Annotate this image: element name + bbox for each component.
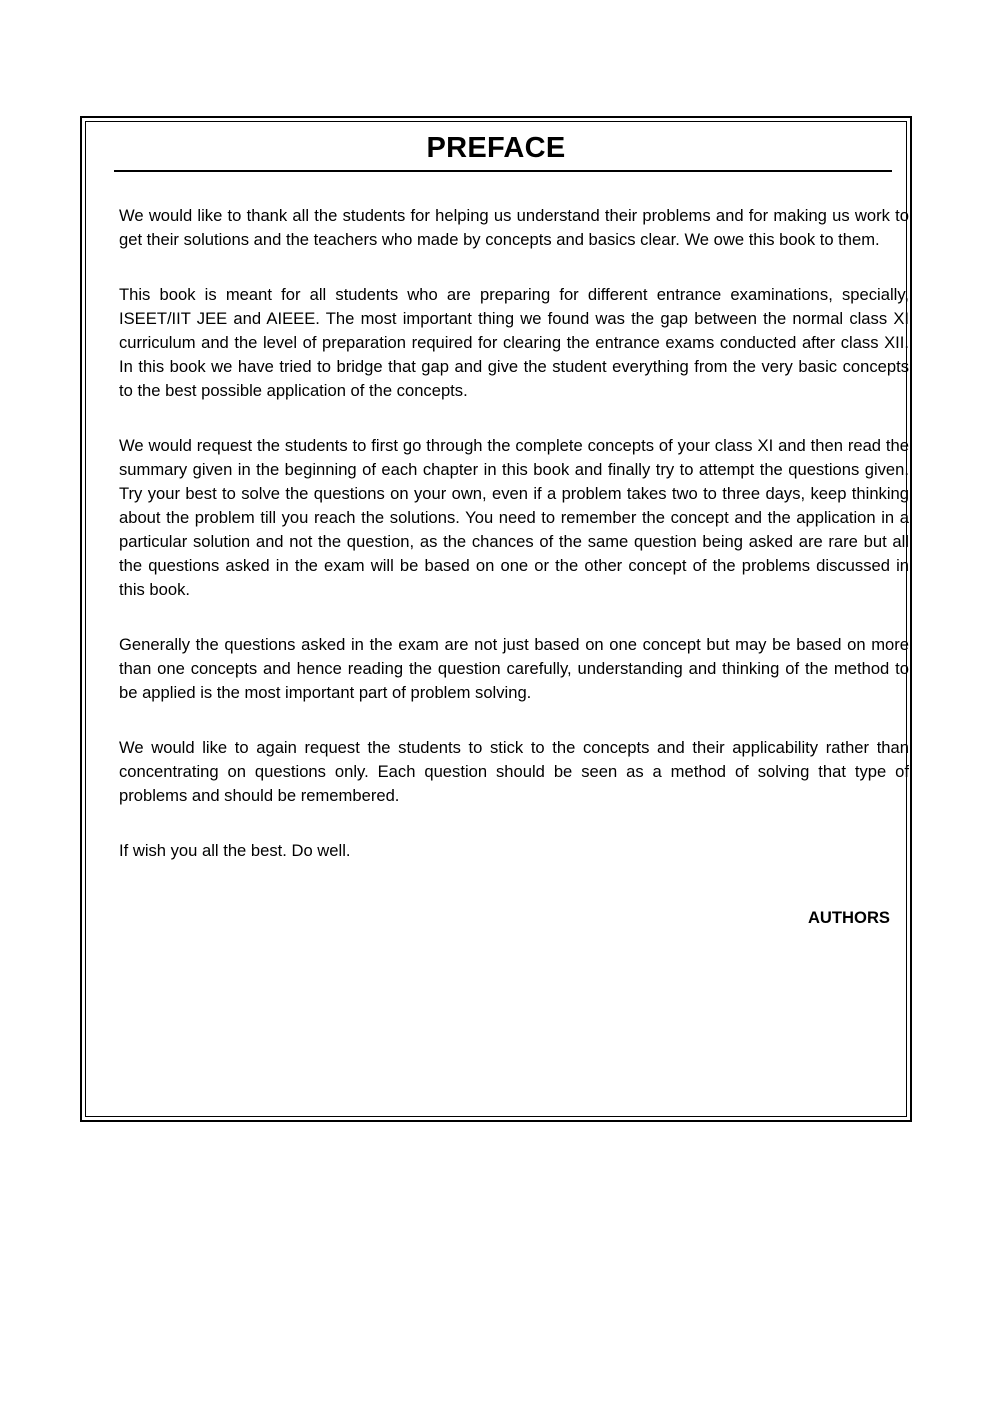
preface-body [119, 204, 909, 894]
paragraph-concepts: Generally the questions asked in the exam are not just based on one concept but may be based on more than one concepts and hence reading the question carefully, understanding and thinking of the method to be applied is the most important part of problem solving. [119, 635, 909, 702]
signature-authors: AUTHORS [807, 908, 890, 927]
paragraph-approach: We would request the students to first go through the complete concepts of your class XI and then read the summary given in the beginning of each chapter in this book and finally try to attempt the questions given. Try your best to solve the questions on your own, even if a problem takes two to three days, keep thinking about the problem till you reach the solutions. You need to remember the concept and the application in a particular solution and not the question, as the chances of the same question being asked are rare but all the questions asked in the exam will be based on one or the other concept of the problems discussed in this book. [119, 436, 909, 599]
paragraph-thanks: We would like to thank all the students for helping us understand their problems and for making us work to get their solutions and the teachers who made by concepts and basics clear. We owe this book to them. [119, 206, 909, 249]
paragraph-wishes: If wish you all the best. Do well. [119, 841, 351, 860]
paragraph-purpose: This book is meant for all students who are preparing for different entrance examinations, specially, ISEET/IIT JEE and AIEEE. The most important thing we found was the gap between the normal class XI curriculum and the level of preparation required for clearing the entrance exams conducted after class XII. In this book we have tried to bridge that gap and give the student everything from the very basic concepts to the best possible application of the concepts. [119, 285, 909, 400]
paragraph-request: We would like to again request the students to stick to the concepts and their applicability rather than concentrating on questions only. Each question should be seen as a method of solving that type of problems and should be remembered. [119, 738, 909, 805]
page-border [80, 116, 912, 1122]
page-title: PREFACE [426, 132, 566, 164]
page-border-inner [85, 121, 907, 1117]
title-underline [114, 170, 892, 172]
